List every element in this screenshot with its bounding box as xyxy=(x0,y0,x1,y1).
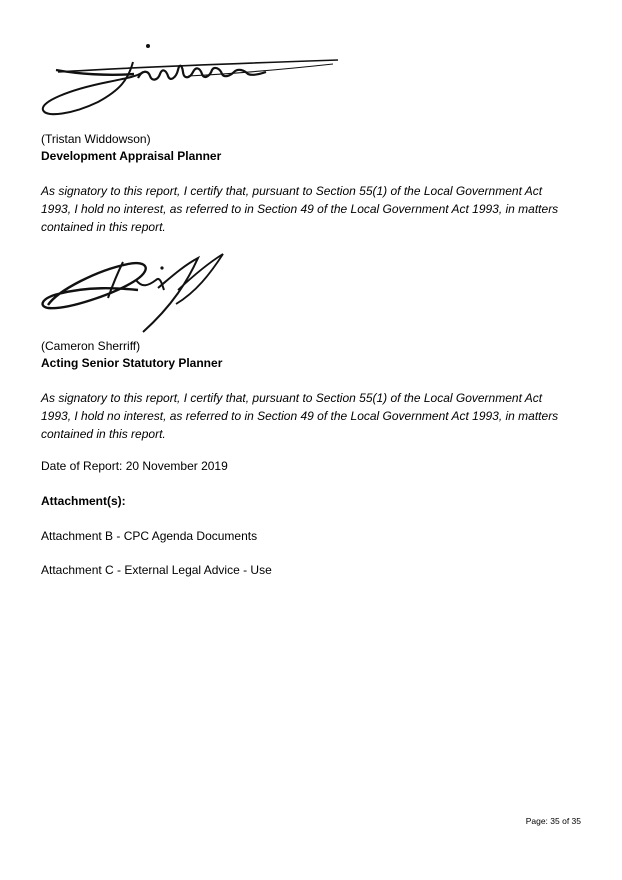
signature-1-image xyxy=(38,40,343,122)
statement-line: As signatory to this report, I certify that, pursuant to Section 55(1) of the Local Government Act xyxy=(41,391,543,405)
statement-line: contained in this report. xyxy=(41,220,166,234)
statement-line: As signatory to this report, I certify that, pursuant to Section 55(1) of the Local Government Act xyxy=(41,184,543,198)
statement-line: 1993, I hold no interest, as referred to in Section 49 of the Local Government Act 1993, in matters xyxy=(41,409,559,423)
signatory-2-statement xyxy=(41,389,581,443)
attachment-item-c: Attachment C - External Legal Advice - Use xyxy=(41,563,272,577)
report-date: Date of Report: 20 November 2019 xyxy=(41,459,228,473)
page-number: Page: 35 of 35 xyxy=(525,816,581,826)
statement-line: contained in this report. xyxy=(41,427,166,441)
signatory-2-name: (Cameron Sherriff) xyxy=(41,339,141,353)
signatory-1-name: (Tristan Widdowson) xyxy=(41,132,151,146)
signatory-1-title: Development Appraisal Planner xyxy=(41,149,222,163)
attachments-heading: Attachment(s): xyxy=(41,494,126,508)
statement-line: 1993, I hold no interest, as referred to in Section 49 of the Local Government Act 1993, in matters xyxy=(41,202,559,216)
signature-2-image xyxy=(38,250,233,335)
signatory-1-statement xyxy=(41,182,581,236)
attachment-item-b: Attachment B - CPC Agenda Documents xyxy=(41,529,258,543)
signatory-2-title: Acting Senior Statutory Planner xyxy=(41,356,223,370)
